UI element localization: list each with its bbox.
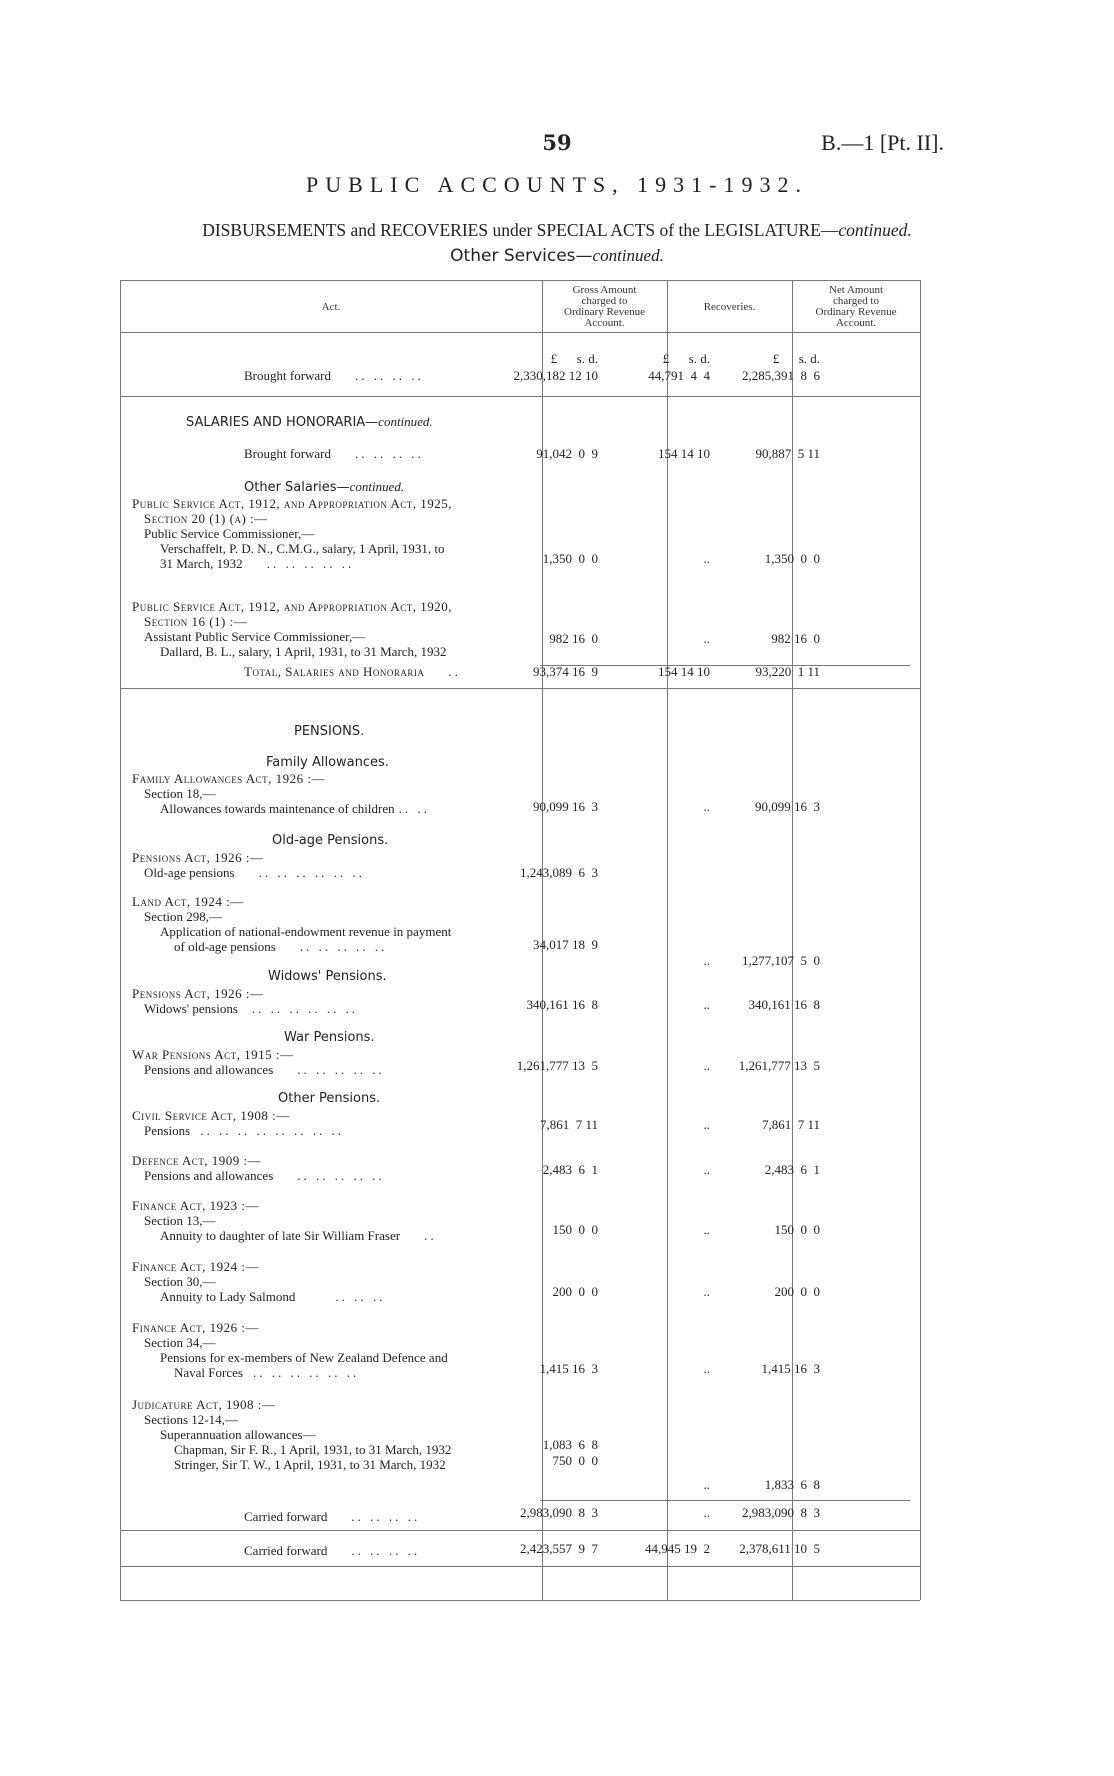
item2-act: Public Service Act, 1912, and Appropriation Act, 1920,: [132, 599, 453, 614]
defence-desc: Pensions and allowances .. .. .. .. ..: [144, 1168, 385, 1183]
fin24-recoveries: ..: [703, 1284, 710, 1299]
salaries-total-recoveries: 154 14 10: [658, 664, 710, 679]
item1-section: Section 20 (1) (a) :—: [144, 511, 268, 526]
currency-gross: £ s. d.: [550, 351, 598, 366]
subtitle-cont: continued.: [838, 220, 912, 240]
col-header-gross: [542, 285, 667, 329]
fin24-section: Section 30,—: [144, 1274, 216, 1289]
jud-gross-2: 750 0 0: [552, 1453, 598, 1468]
item2-desc: Dallard, B. L., salary, 1 April, 1931, to 31 March, 1932: [160, 644, 447, 659]
col-sep-2: [667, 280, 668, 1600]
oldage-heading: Old-age Pensions.: [272, 833, 389, 848]
rule-bf-bottom: [120, 396, 920, 397]
carried-forward-gross: 2,423,557 9 7: [520, 1541, 598, 1556]
item1-role: Public Service Commissioner,—: [144, 526, 315, 541]
land-desc1: Application of national-endowment revenue in payment: [160, 924, 452, 939]
fin26-section: Section 34,—: [144, 1335, 216, 1350]
jud-gross-1: 1,083 6 8: [542, 1437, 598, 1452]
section-cont: continued.: [592, 246, 664, 265]
civil-gross: 7,861 7 11: [539, 1117, 598, 1132]
fin24-act: Finance Act, 1924 :—: [132, 1259, 260, 1274]
civil-recoveries: ..: [703, 1117, 710, 1132]
col-right-edge: [920, 280, 921, 1600]
salaries-bf-recoveries: 154 14 10: [658, 446, 710, 461]
fin24-gross: 200 0 0: [552, 1284, 598, 1299]
net-line-3: Ordinary Revenue: [815, 306, 897, 318]
oldage-recoveries: ..: [703, 953, 710, 968]
salaries-total-gross: 93,374 16 9: [533, 664, 598, 679]
fin23-recoveries: ..: [703, 1222, 710, 1237]
salaries-total-net: 93,220 1 11: [755, 664, 820, 679]
carried-forward-net: 2,378,611 10 5: [739, 1541, 820, 1556]
pensions-cf-gross: 2,983,090 8 3: [520, 1505, 598, 1520]
other-pensions-heading: Other Pensions.: [278, 1091, 381, 1106]
family-act: Family Allowances Act, 1926 :—: [132, 771, 326, 786]
oldage-net: 1,277,107 5 0: [742, 953, 820, 968]
col-header-recoveries: Recoveries.: [703, 301, 756, 313]
oldage-act: Pensions Act, 1926 :—: [132, 850, 264, 865]
defence-recoveries: ..: [703, 1162, 710, 1177]
civil-act: Civil Service Act, 1908 :—: [132, 1108, 290, 1123]
gross-line-2: charged to: [581, 295, 628, 307]
fin23-act: Finance Act, 1923 :—: [132, 1198, 260, 1213]
land-desc2: of old-age pensions .. .. .. .. ..: [174, 939, 388, 954]
salaries-total-label: Total, Salaries and Honoraria ..: [244, 664, 461, 679]
page-number: 59: [542, 130, 572, 155]
family-recoveries: ..: [703, 799, 710, 814]
war-heading: War Pensions.: [284, 1030, 375, 1045]
section-main: Other Services—: [450, 246, 593, 266]
widows-desc: Widows' pensions .. .. .. .. .. ..: [144, 1001, 359, 1016]
salaries-bf-label: Brought forward .. .. .. ..: [244, 446, 424, 461]
land-section: Section 298,—: [144, 909, 222, 924]
land-gross: 34,017 18 9: [533, 937, 598, 952]
defence-act: Defence Act, 1909 :—: [132, 1153, 262, 1168]
fin23-desc: Annuity to daughter of late Sir William Fraser ..: [160, 1228, 437, 1243]
fin23-net: 150 0 0: [774, 1222, 820, 1237]
item1-net: 1,350 0 0: [764, 551, 820, 566]
item1-act: Public Service Act, 1912, and Appropriation Act, 1925,: [132, 496, 453, 511]
salaries-bf-gross: 91,042 0 9: [536, 446, 598, 461]
land-act: Land Act, 1924 :—: [132, 894, 244, 909]
war-net: 1,261,777 13 5: [738, 1058, 820, 1073]
rule-cf2: [120, 1566, 920, 1567]
col-sep-3: [792, 280, 793, 1600]
other-salaries-heading: Other Salaries—continued.: [244, 479, 405, 495]
fin24-net: 200 0 0: [774, 1284, 820, 1299]
defence-net: 2,483 6 1: [764, 1162, 820, 1177]
item2-gross: 982 16 0: [549, 631, 598, 646]
fin26-desc1: Pensions for ex-members of New Zealand Defence and: [160, 1350, 448, 1365]
family-section: Section 18,—: [144, 786, 216, 801]
pensions-cf-label: Carried forward .. .. .. ..: [244, 1509, 421, 1524]
item2-net: 982 16 0: [771, 631, 820, 646]
jud-desc2: Stringer, Sir T. W., 1 April, 1931, to 31 March, 1932: [174, 1457, 446, 1472]
jud-recoveries: ..: [703, 1477, 710, 1492]
widows-gross: 340,161 16 8: [526, 997, 598, 1012]
item2-recoveries: ..: [703, 631, 710, 646]
civil-desc: Pensions .. .. .. .. .. .. .. ..: [144, 1123, 344, 1138]
family-net: 90,099 16 3: [755, 799, 820, 814]
col-header-act: Act.: [321, 301, 341, 313]
pensions-heading: PENSIONS.: [294, 724, 365, 739]
salaries-heading: SALARIES AND HONORARIA—continued.: [186, 414, 433, 430]
defence-gross: 2,483 6 1: [542, 1162, 598, 1177]
war-act: War Pensions Act, 1915 :—: [132, 1047, 294, 1062]
fin26-recoveries: ..: [703, 1361, 710, 1376]
brought-forward-gross: 2,330,182 12 10: [513, 368, 598, 383]
family-gross: 90,099 16 3: [533, 799, 598, 814]
currency-net: £ s. d.: [772, 351, 820, 366]
gross-line-3: Ordinary Revenue: [564, 306, 645, 318]
war-desc: Pensions and allowances .. .. .. .. ..: [144, 1062, 385, 1077]
war-recoveries: ..: [703, 1058, 710, 1073]
col-header-net: [792, 285, 920, 329]
section-title: [0, 246, 1114, 266]
pensions-cf-recoveries: ..: [703, 1505, 710, 1520]
widows-net: 340,161 16 8: [748, 997, 820, 1012]
widows-recoveries: ..: [703, 997, 710, 1012]
civil-net: 7,861 7 11: [761, 1117, 820, 1132]
widows-heading: Widows' Pensions.: [268, 969, 387, 984]
jud-act: Judicature Act, 1908 :—: [132, 1397, 276, 1412]
salaries-bf-net: 90,887 5 11: [755, 446, 820, 461]
item1-desc1: Verschaffelt, P. D. N., C.M.G., salary, 1 April, 1931, to: [160, 541, 445, 556]
rule-cf1: [120, 1530, 920, 1531]
fin26-net: 1,415 16 3: [761, 1361, 820, 1376]
brought-forward-net: 2,285,391 8 6: [742, 368, 820, 383]
fin26-gross: 1,415 16 3: [539, 1361, 598, 1376]
item1-gross: 1,350 0 0: [542, 551, 598, 566]
jud-sub: Superannuation allowances—: [160, 1427, 316, 1442]
jud-section: Sections 12-14,—: [144, 1412, 238, 1427]
brought-forward-recoveries: 44,791 4 4: [648, 368, 710, 383]
fin26-act: Finance Act, 1926 :—: [132, 1320, 260, 1335]
gross-line-1: Gross Amount: [572, 284, 637, 296]
rule-bottom: [120, 1600, 920, 1601]
item2-section: Section 16 (1) :—: [144, 614, 248, 629]
page-title: PUBLIC ACCOUNTS, 1931-1932.: [306, 172, 808, 197]
family-heading: Family Allowances.: [266, 755, 389, 770]
rule-salaries-bottom: [120, 688, 920, 689]
carried-forward-label: Carried forward .. .. .. ..: [244, 1543, 421, 1558]
family-desc: Allowances towards maintenance of children .. ..: [160, 801, 430, 816]
jud-desc1: Chapman, Sir F. R., 1 April, 1931, to 31 March, 1932: [174, 1442, 452, 1457]
item2-role: Assistant Public Service Commissioner,—: [144, 629, 366, 644]
rule-pensions-sub: [540, 1500, 910, 1501]
carried-forward-recoveries: 44,945 19 2: [645, 1541, 710, 1556]
net-line-1: Net Amount: [828, 284, 884, 296]
fin26-desc2: Naval Forces .. .. .. .. .. ..: [174, 1365, 360, 1380]
item1-desc2: 31 March, 1932 .. .. .. .. ..: [160, 556, 355, 571]
net-line-2: charged to: [833, 295, 879, 307]
col-left-edge: [120, 280, 121, 1600]
rule-header-bottom: [120, 332, 920, 333]
war-gross: 1,261,777 13 5: [516, 1058, 598, 1073]
oldage-desc: Old-age pensions .. .. .. .. .. ..: [144, 865, 365, 880]
fin23-section: Section 13,—: [144, 1213, 216, 1228]
subtitle-main: DISBURSEMENTS and RECOVERIES under SPECIAL ACTS of the LEGISLATURE—: [202, 220, 839, 240]
brought-forward-label: Brought forward .. .. .. ..: [244, 368, 424, 383]
fin24-desc: Annuity to Lady Salmond .. .. ..: [160, 1289, 386, 1304]
rule-top: [120, 280, 920, 281]
pensions-cf-net: 2,983,090 8 3: [742, 1505, 820, 1520]
net-line-4: Account.: [835, 317, 876, 329]
page-reference: B.—1 [Pt. II].: [821, 130, 944, 155]
fin23-gross: 150 0 0: [552, 1222, 598, 1237]
currency-recoveries: £ s. d.: [662, 351, 710, 366]
oldage-gross: 1,243,089 6 3: [520, 865, 598, 880]
document-subtitle: [0, 220, 1114, 241]
item1-recoveries: ..: [703, 551, 710, 566]
widows-act: Pensions Act, 1926 :—: [132, 986, 264, 1001]
jud-net: 1,833 6 8: [764, 1477, 820, 1492]
gross-line-4: Account.: [584, 317, 625, 329]
